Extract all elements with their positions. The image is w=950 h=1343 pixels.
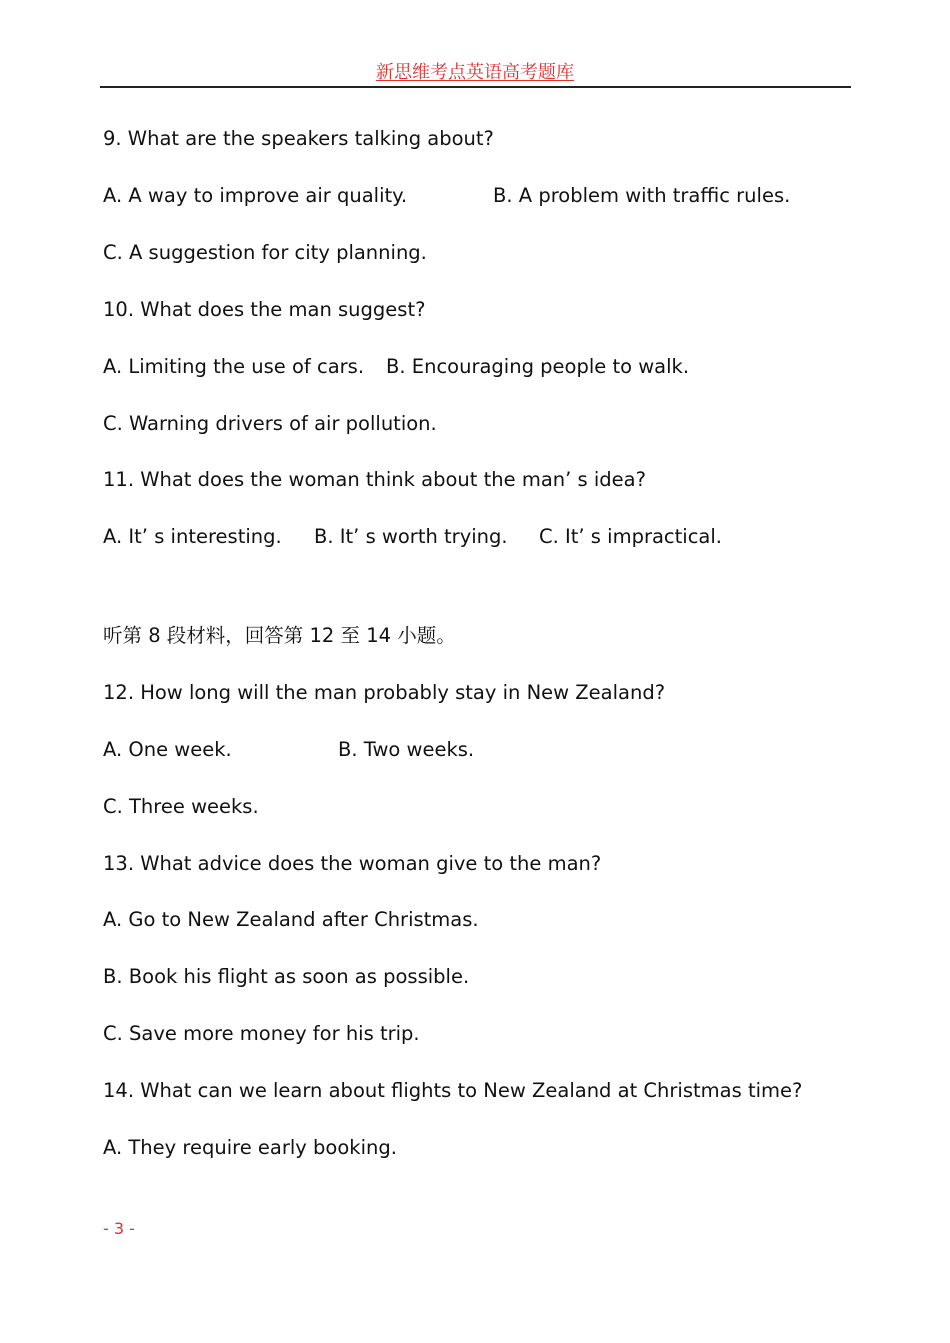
question-13-option-a: A. Go to New Zealand after Christmas. [103,908,479,931]
section-instruction: 听第 8 段材料，回答第 12 至 14 小题。 [103,624,456,647]
header-divider [100,86,851,88]
question-9-option-b: B. A problem with traffic rules. [493,184,791,207]
question-10-option-b: B. Encouraging people to walk. [386,355,690,378]
question-9: 9. What are the speakers talking about? [103,127,494,150]
question-12-option-a: A. One week. [103,738,232,761]
question-11: 11. What does the woman think about the man’ s idea? [103,468,646,491]
page-header-title: 新思维考点英语高考题库 [376,62,574,83]
question-9-option-a: A. A way to improve air quality. [103,184,408,207]
question-14: 14. What can we learn about flights to New Zealand at Christmas time? [103,1079,803,1102]
question-11-option-b: B. It’ s worth trying. [314,525,508,548]
question-10: 10. What does the man suggest? [103,298,426,321]
page-number: - 3 - [103,1219,135,1238]
question-13-option-b: B. Book his flight as soon as possible. [103,965,470,988]
question-12-option-b: B. Two weeks. [338,738,475,761]
question-14-option-a: A. They require early booking. [103,1136,397,1159]
question-13: 13. What advice does the woman give to the man? [103,852,602,875]
question-11-option-c: C. It’ s impractical. [539,525,722,548]
question-10-option-c: C. Warning drivers of air pollution. [103,412,437,435]
question-12-option-c: C. Three weeks. [103,795,259,818]
question-13-option-c: C. Save more money for his trip. [103,1022,420,1045]
question-11-option-a: A. It’ s interesting. [103,525,282,548]
question-9-option-c: C. A suggestion for city planning. [103,241,427,264]
question-10-option-a: A. Limiting the use of cars. [103,355,365,378]
question-12: 12. How long will the man probably stay in New Zealand? [103,681,666,704]
